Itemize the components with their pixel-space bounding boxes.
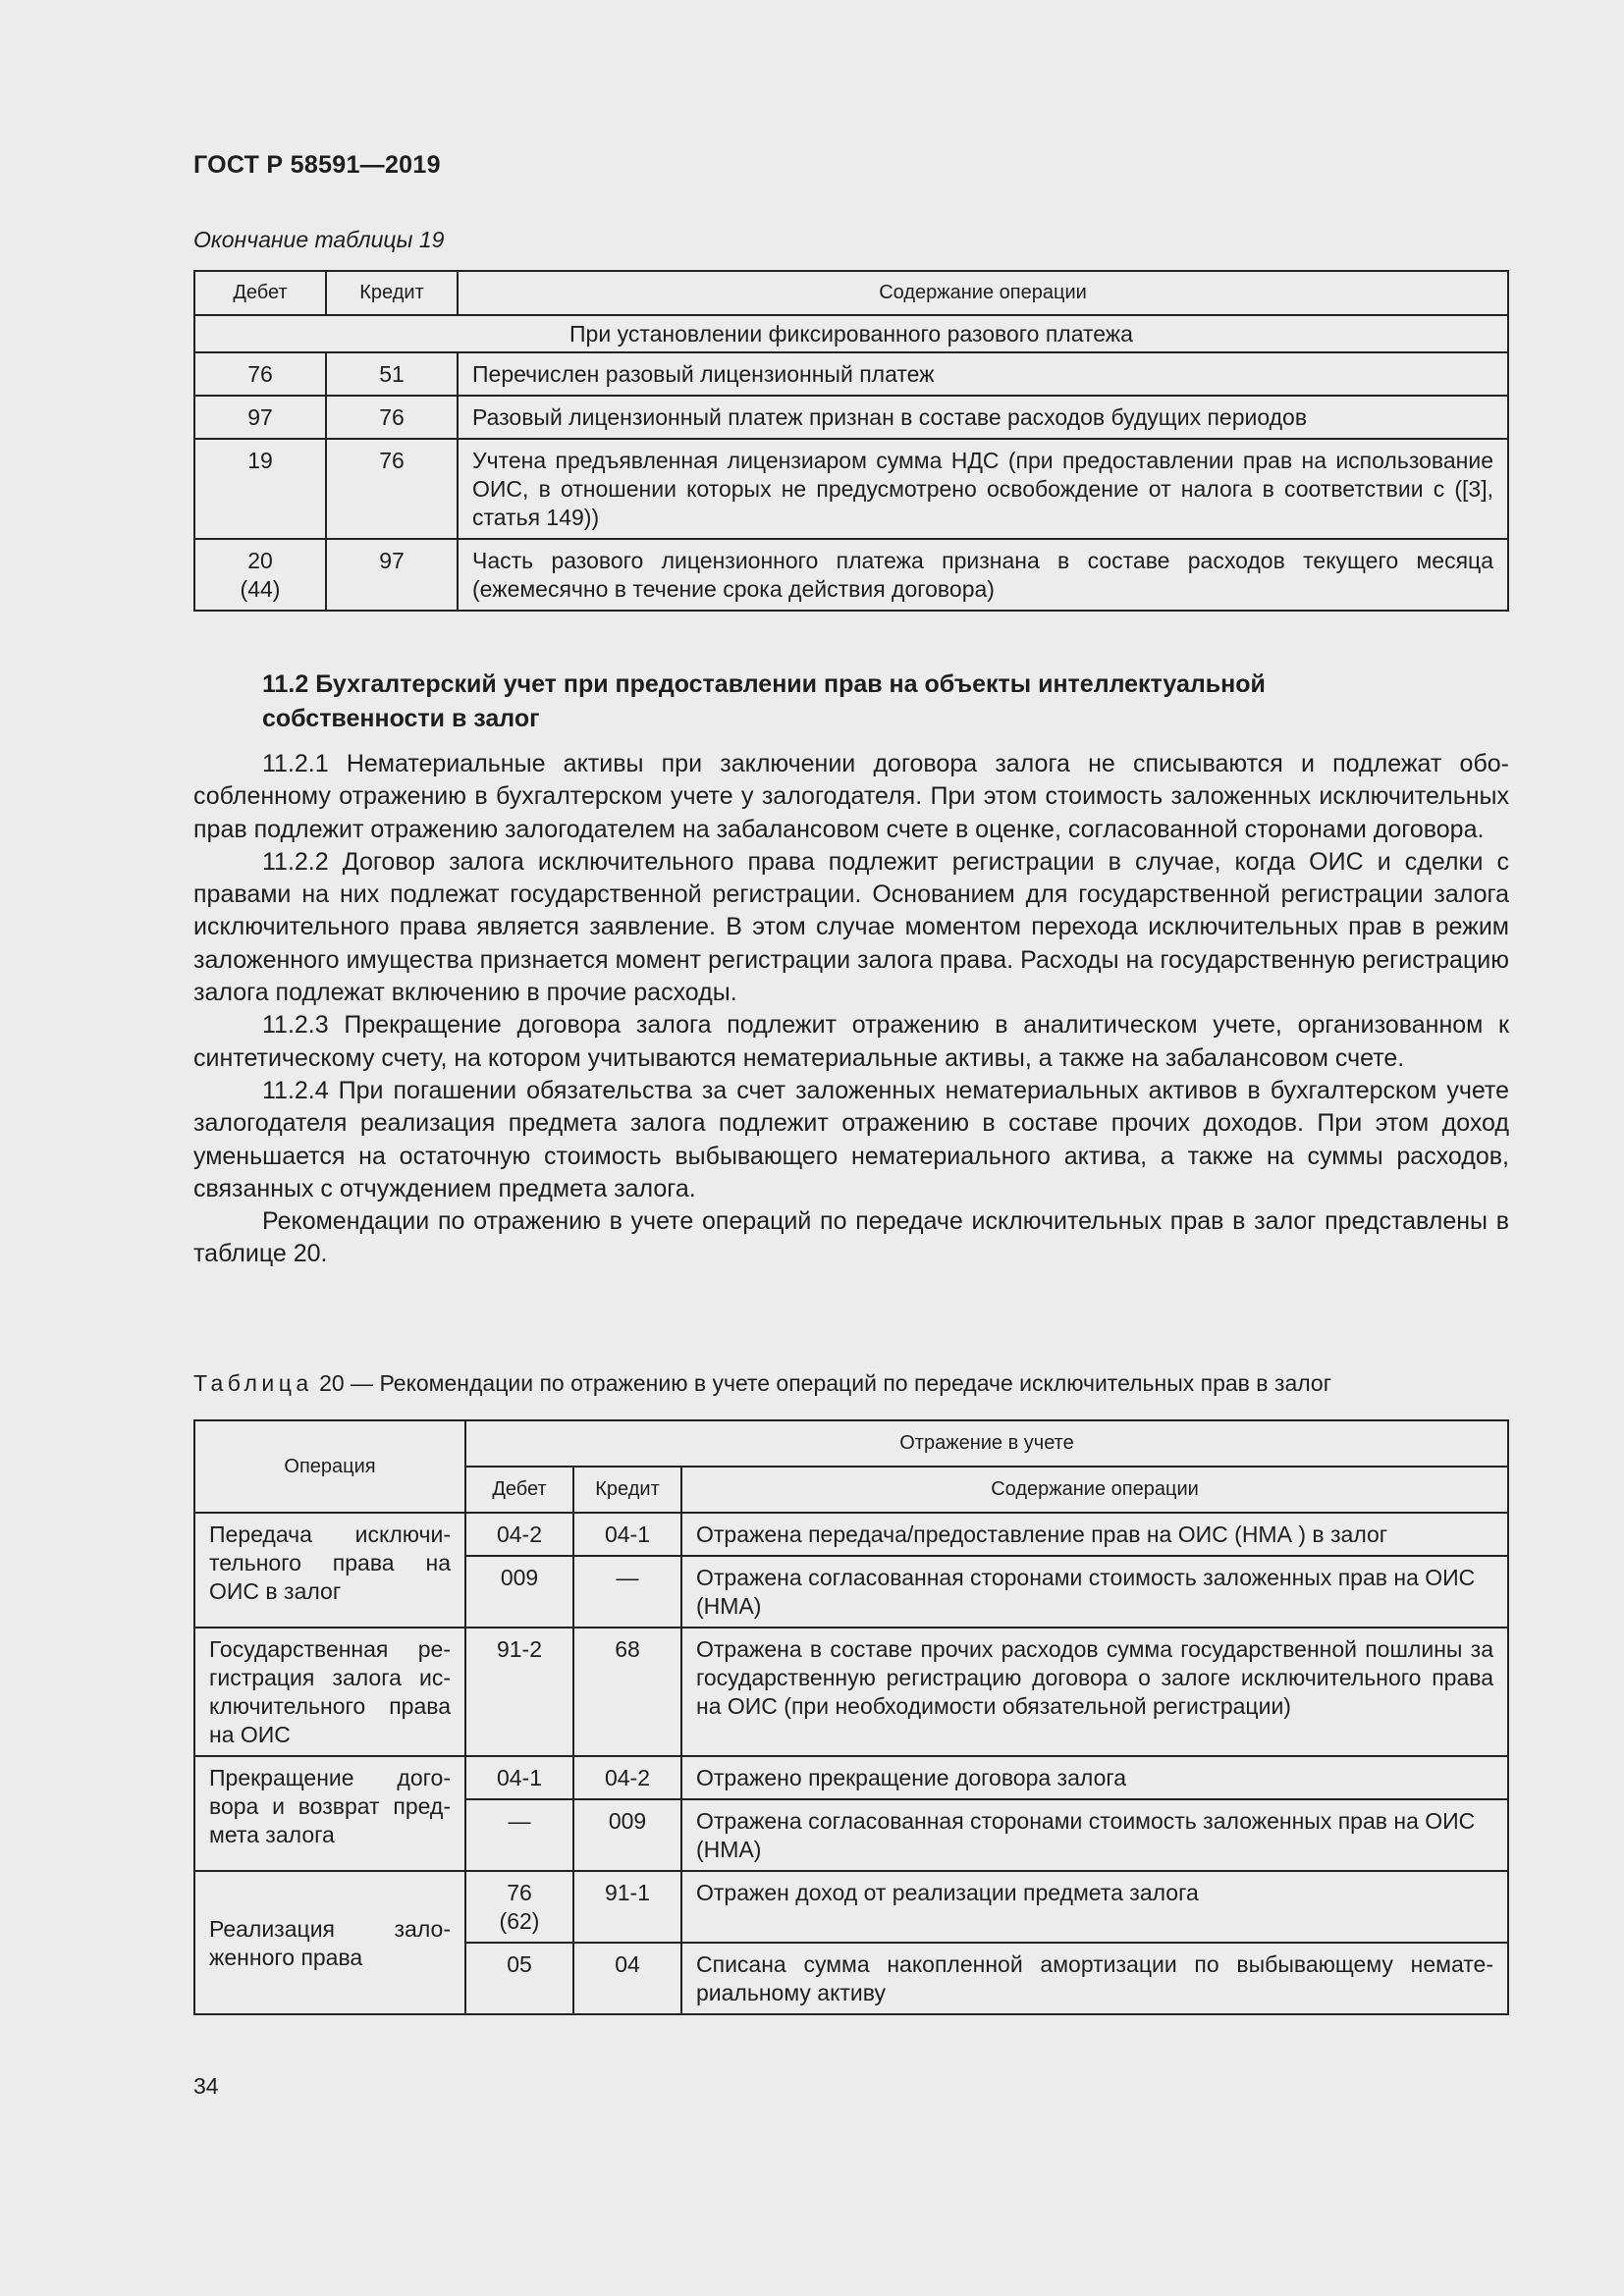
cell-debit — [194, 539, 326, 611]
table-19 — [193, 270, 1509, 612]
section-title: При установлении фиксированного разового платежа — [194, 315, 1508, 352]
cell-debit: 76 — [194, 352, 326, 396]
cell-operation: Государственная регистрация залога исключительного права на ОИС — [194, 1628, 465, 1756]
table-row — [194, 352, 1508, 396]
paragraph-11-2-4: 11.2.4 При погашении обязательства за счет заложенных нематериальных активов в бухгалтерском учете залогодателя реализация предмета залога подлежит отражению в составе прочих доходов. При этом доход уменьшается на остаточную стоимость выбывающего нематериального актива, а также на суммы расходов, связанных с отчуждением предмета залога. — [193, 1076, 1509, 1202]
col-header-credit: Кредит — [573, 1467, 681, 1513]
table-row — [194, 539, 1508, 611]
cell-credit: 68 — [573, 1628, 681, 1756]
section-heading-line2: собственности в залог — [262, 705, 540, 732]
cell-content: Разовый лицензионный платеж признан в составе расходов будущих периодов — [458, 396, 1508, 439]
col-header-credit: Кредит — [326, 271, 458, 315]
cell-debit-line1: 20 — [247, 548, 273, 573]
cell-credit: 76 — [326, 396, 458, 439]
cell-content: Часть разового лицензионного платежа признана в составе расходов текущего месяца (ежемесячно в течение срока действия договора) — [458, 539, 1508, 611]
section-heading-line1: 11.2 Бухгалтерский учет при предоставлении прав на объекты интеллектуальной — [262, 670, 1266, 698]
cell-debit: 19 — [194, 439, 326, 539]
table-section-row — [194, 315, 1508, 352]
cell-content: Отражена в составе прочих расходов сумма государственной пошлины за государственную регистрацию договора о залоге исключительного права на ОИС (при необходимости обязательной регистрации) — [681, 1628, 1508, 1756]
cell-debit: 91-2 — [465, 1628, 573, 1756]
col-header-content: Содержание операции — [458, 271, 1508, 315]
section-body — [193, 748, 1509, 1271]
cell-content: Отражен доход от реализации предмета залога — [681, 1871, 1508, 1943]
cell-operation: Реализация заложенного права — [194, 1871, 465, 2014]
paragraph-recommendations: Рекомендации по отражению в учете операций по передаче исключительных прав в залог представлены в таблице 20. — [193, 1207, 1509, 1268]
col-header-operation: Операция — [194, 1420, 465, 1513]
cell-credit: 97 — [326, 539, 458, 611]
cell-debit: 009 — [465, 1556, 573, 1628]
cell-debit: 04-1 — [465, 1756, 573, 1799]
table-row — [194, 1756, 1508, 1799]
table20-caption-word: Таблица — [193, 1370, 313, 1396]
cell-credit: — — [573, 1556, 681, 1628]
table-row — [194, 1628, 1508, 1756]
cell-content: Учтена предъявленная лицензиаром сумма НДС (при предоставлении прав на использование ОИС, в отношении которых не предусмотрено освобождение от налога в соответствии с ([3], статья 149)) — [458, 439, 1508, 539]
cell-content: Отражена согласованная сторонами стоимость заложенных прав на ОИС (НМА) — [681, 1556, 1508, 1628]
table-row — [194, 1871, 1508, 1943]
cell-credit: 51 — [326, 352, 458, 396]
document-header: ГОСТ Р 58591—2019 — [193, 151, 441, 179]
cell-debit: 05 — [465, 1943, 573, 2014]
col-header-content: Содержание операции — [681, 1467, 1508, 1513]
cell-content: Перечислен разовый лицензионный платеж — [458, 352, 1508, 396]
table-header-row — [194, 271, 1508, 315]
cell-debit: 97 — [194, 396, 326, 439]
table20-caption — [193, 1370, 1331, 1397]
cell-credit: 76 — [326, 439, 458, 539]
col-header-debit: Дебет — [194, 271, 326, 315]
cell-debit-line1: 76 — [507, 1880, 532, 1905]
page-number: 34 — [193, 2073, 219, 2099]
col-header-group: Отражение в учете — [465, 1420, 1508, 1467]
cell-credit: 91-1 — [573, 1871, 681, 1943]
paragraph-11-2-1: 11.2.1 Нематериальные активы при заключении договора залога не списываются и подлежат обособленному отражению в бухгалтерском учете у залогодателя. При этом стоимость заложенных исключительных прав подлежит отражению залогодателем на забалансовом счете в оценке, согласованной сторонами договора. — [193, 750, 1509, 843]
cell-debit-line2: (62) — [499, 1908, 540, 1934]
cell-credit: 04-1 — [573, 1513, 681, 1556]
section-heading — [262, 667, 1421, 736]
table-header-row — [194, 1420, 1508, 1467]
table20-caption-text: 20 — Рекомендации по отражению в учете операций по передаче исключительных прав в залог — [319, 1370, 1332, 1396]
cell-operation: Передача исключительного права на ОИС в залог — [194, 1513, 465, 1628]
table19-caption: Окончание таблицы 19 — [193, 227, 445, 252]
cell-debit: 04-2 — [465, 1513, 573, 1556]
cell-debit-line2: (44) — [240, 576, 281, 602]
cell-content: Отражено прекращение договора залога — [681, 1756, 1508, 1799]
cell-content: Отражена согласованная сторонами стоимость заложенных прав на ОИС (НМА) — [681, 1799, 1508, 1871]
table-20 — [193, 1419, 1509, 2015]
cell-debit: — — [465, 1799, 573, 1871]
cell-operation: Прекращение договора и возврат предмета залога — [194, 1756, 465, 1871]
paragraph-11-2-2: 11.2.2 Договор залога исключительного права подлежит регистрации в случае, когда ОИС и сделки с правами на них подлежат государственной регистрации. Основанием для государственной регистрации залога исключительного права является заявление. В этом случае моментом перехода исключительных прав в режим заложенного имущества признается момент регистрации залога права. Расходы на государственную регистрацию залога подлежат включению в прочие расходы. — [193, 847, 1509, 1007]
table-row — [194, 439, 1508, 539]
col-header-debit: Дебет — [465, 1467, 573, 1513]
cell-content: Отражена передача/предоставление прав на ОИС (НМА ) в залог — [681, 1513, 1508, 1556]
cell-credit: 04-2 — [573, 1756, 681, 1799]
table-row — [194, 396, 1508, 439]
paragraph-11-2-3: 11.2.3 Прекращение договора залога подлежит отражению в аналитическом учете, организованном к синтетическому счету, на котором учитываются нематериальные активы, а также на забалансовом счете. — [193, 1011, 1509, 1072]
cell-credit: 04 — [573, 1943, 681, 2014]
cell-credit: 009 — [573, 1799, 681, 1871]
table-row — [194, 1513, 1508, 1556]
cell-debit — [465, 1871, 573, 1943]
cell-content: Списана сумма накопленной амортизации по выбывающему нематериальному активу — [681, 1943, 1508, 2014]
